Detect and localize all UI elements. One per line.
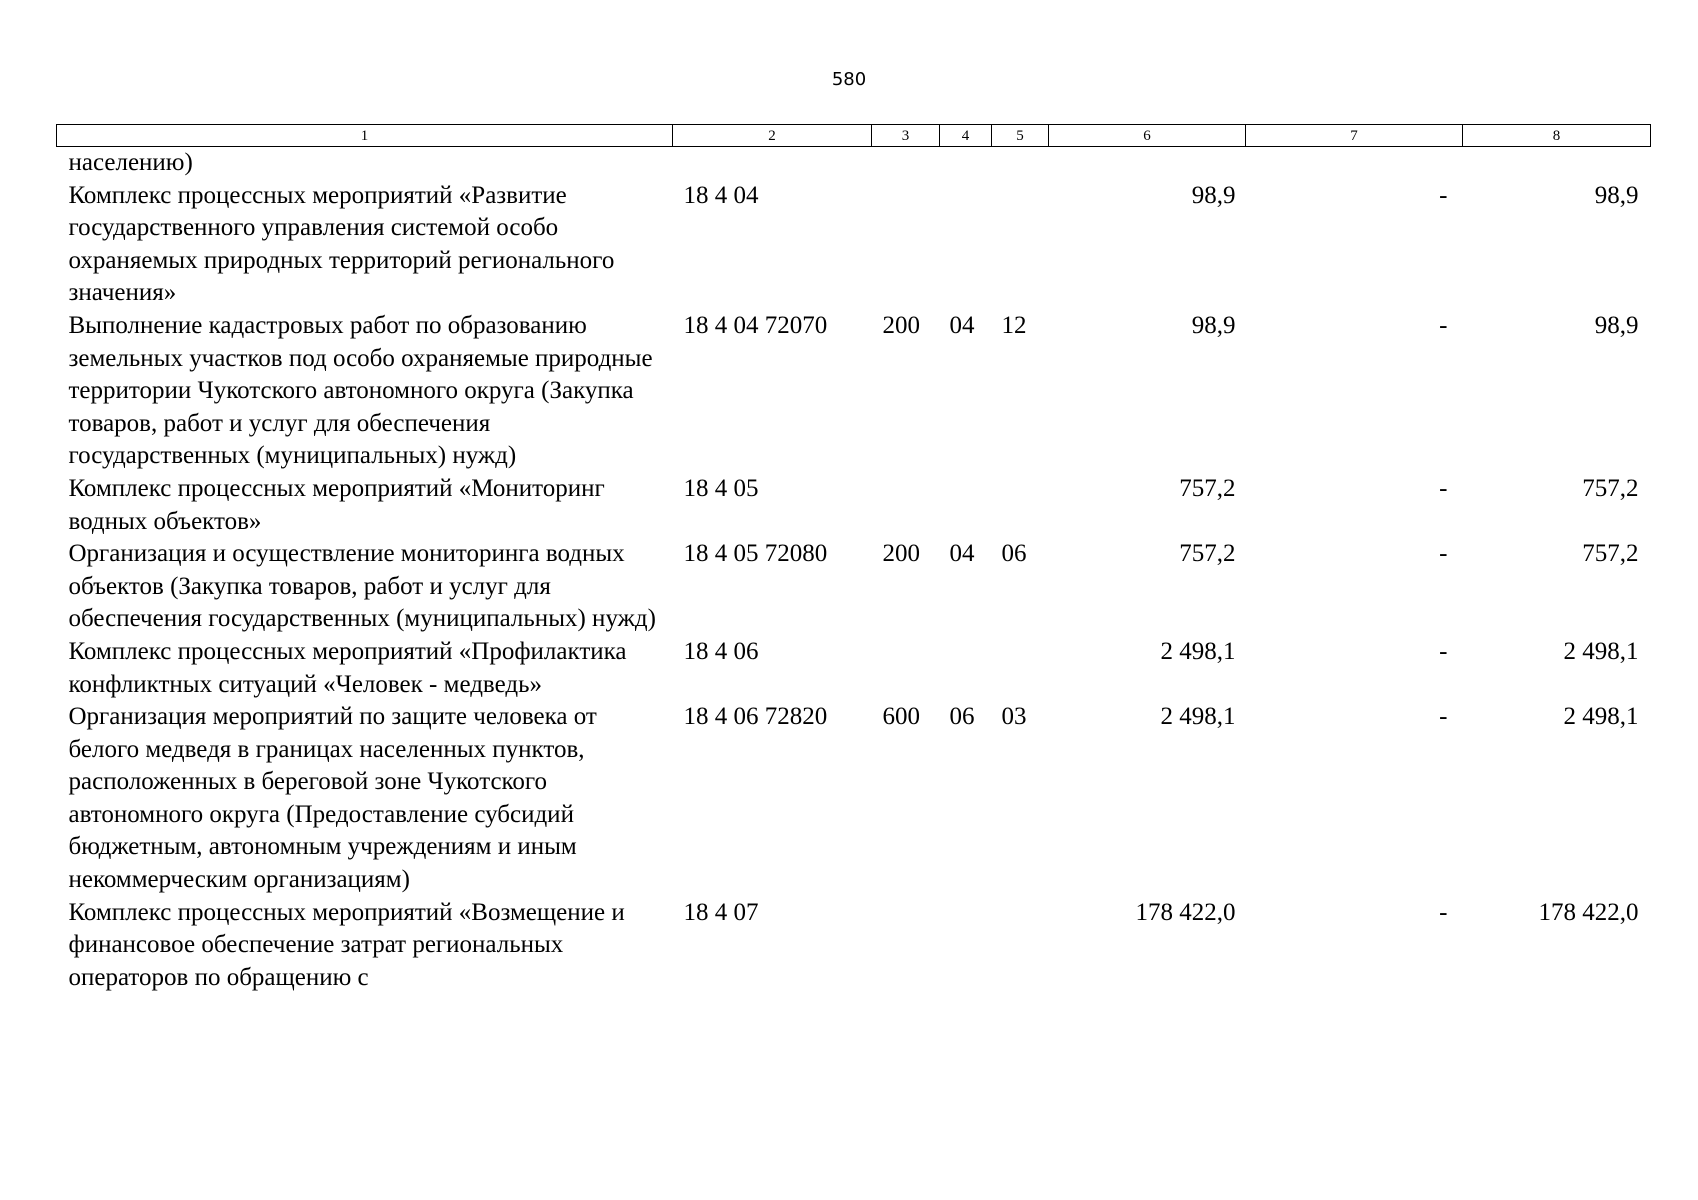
row-code: 18 4 07 bbox=[683, 898, 759, 926]
table-row bbox=[57, 473, 1651, 538]
row-rz bbox=[940, 636, 992, 701]
header-col-2: 2 bbox=[673, 125, 872, 147]
row-name: Комплекс процессных мероприятий «Мониторинг водных объектов» bbox=[68, 474, 605, 535]
row-code: 18 4 04 72070 bbox=[683, 311, 828, 339]
header-col-8: 8 bbox=[1463, 125, 1651, 147]
row-vr bbox=[872, 473, 940, 538]
row-rz: 06 bbox=[949, 703, 975, 731]
row-sum: 2 498,1 bbox=[1160, 637, 1236, 665]
row-name: Комплекс процессных мероприятий «Возмещение и финансовое обеспечение затрат региональных операторов по обращению с bbox=[68, 898, 625, 991]
row-code: 18 4 04 bbox=[683, 181, 759, 209]
row-rz bbox=[940, 180, 992, 310]
budget-table-container bbox=[56, 124, 1650, 994]
table-row bbox=[57, 636, 1651, 701]
row-pr bbox=[992, 897, 1049, 995]
row-rz bbox=[940, 897, 992, 995]
row-sum-federal: - bbox=[1439, 898, 1448, 926]
row-sum: 2 498,1 bbox=[1160, 703, 1236, 731]
header-col-7: 7 bbox=[1246, 125, 1463, 147]
row-sum-regional: 178 422,0 bbox=[1538, 898, 1639, 926]
row-sum-federal: - bbox=[1439, 181, 1448, 209]
continuation-row bbox=[57, 147, 1651, 180]
table-row bbox=[57, 701, 1651, 897]
row-sum-regional: 98,9 bbox=[1594, 181, 1639, 209]
header-col-5: 5 bbox=[992, 125, 1049, 147]
row-code: 18 4 05 bbox=[683, 474, 759, 502]
row-sum: 98,9 bbox=[1191, 181, 1236, 209]
row-vr: 200 bbox=[882, 311, 920, 339]
row-sum: 178 422,0 bbox=[1135, 898, 1236, 926]
row-name: Выполнение кадастровых работ по образованию земельных участков под особо охраняемые природные территории Чукотского автономного округа (Закупка товаров, работ и услуг для обеспечения государственных (муниципальных) нужд) bbox=[68, 311, 653, 470]
header-col-1: 1 bbox=[57, 125, 673, 147]
row-vr bbox=[872, 636, 940, 701]
row-name: Комплекс процессных мероприятий «Профилактика конфликтных ситуаций «Человек - медведь» bbox=[68, 637, 627, 698]
row-sum-regional: 2 498,1 bbox=[1563, 637, 1639, 665]
header-col-3: 3 bbox=[872, 125, 940, 147]
row-vr bbox=[872, 180, 940, 310]
row-vr: 200 bbox=[882, 540, 920, 568]
row-sum: 98,9 bbox=[1191, 311, 1236, 339]
row-sum-federal: - bbox=[1439, 311, 1448, 339]
row-pr: 06 bbox=[1001, 540, 1027, 568]
row-sum: 757,2 bbox=[1179, 540, 1236, 568]
table-row bbox=[57, 897, 1651, 995]
continuation-text: населению) bbox=[68, 149, 193, 176]
row-sum-regional: 2 498,1 bbox=[1563, 703, 1639, 731]
row-pr: 12 bbox=[1001, 311, 1027, 339]
row-vr: 600 bbox=[882, 703, 920, 731]
row-pr: 03 bbox=[1001, 703, 1027, 731]
row-pr bbox=[992, 636, 1049, 701]
header-col-6: 6 bbox=[1049, 125, 1246, 147]
row-pr bbox=[992, 180, 1049, 310]
row-sum-federal: - bbox=[1439, 540, 1448, 568]
row-name: Организация мероприятий по защите человека от белого медведя в границах населенных пунктов, расположенных в береговой зоне Чукотского автономного округа (Предоставление субсидий бюджетным, автономным учреждениям и иным некоммерческим организациям) bbox=[68, 703, 597, 894]
row-sum-regional: 757,2 bbox=[1582, 474, 1639, 502]
row-sum-federal: - bbox=[1439, 637, 1448, 665]
page-number: 580 bbox=[831, 69, 867, 90]
table-row bbox=[57, 538, 1651, 636]
row-name: Организация и осуществление мониторинга водных объектов (Закупка товаров, работ и услуг для обеспечения государственных (муниципальных) нужд) bbox=[68, 540, 656, 633]
budget-table bbox=[56, 124, 1651, 994]
row-sum-federal: - bbox=[1439, 474, 1448, 502]
row-sum-federal: - bbox=[1439, 703, 1448, 731]
row-sum: 757,2 bbox=[1179, 474, 1236, 502]
row-code: 18 4 06 72820 bbox=[683, 703, 828, 731]
table-row bbox=[57, 310, 1651, 473]
row-rz: 04 bbox=[949, 540, 975, 568]
row-vr bbox=[872, 897, 940, 995]
row-code: 18 4 06 bbox=[683, 637, 759, 665]
row-rz: 04 bbox=[949, 311, 975, 339]
column-number-header bbox=[57, 125, 1651, 147]
row-sum-regional: 757,2 bbox=[1582, 540, 1639, 568]
table-row bbox=[57, 180, 1651, 310]
row-code: 18 4 05 72080 bbox=[683, 540, 828, 568]
row-sum-regional: 98,9 bbox=[1594, 311, 1639, 339]
header-col-4: 4 bbox=[940, 125, 992, 147]
row-name: Комплекс процессных мероприятий «Развитие государственного управления системой особо охраняемых природных территорий регионального значения» bbox=[68, 181, 615, 307]
row-rz bbox=[940, 473, 992, 538]
row-pr bbox=[992, 473, 1049, 538]
